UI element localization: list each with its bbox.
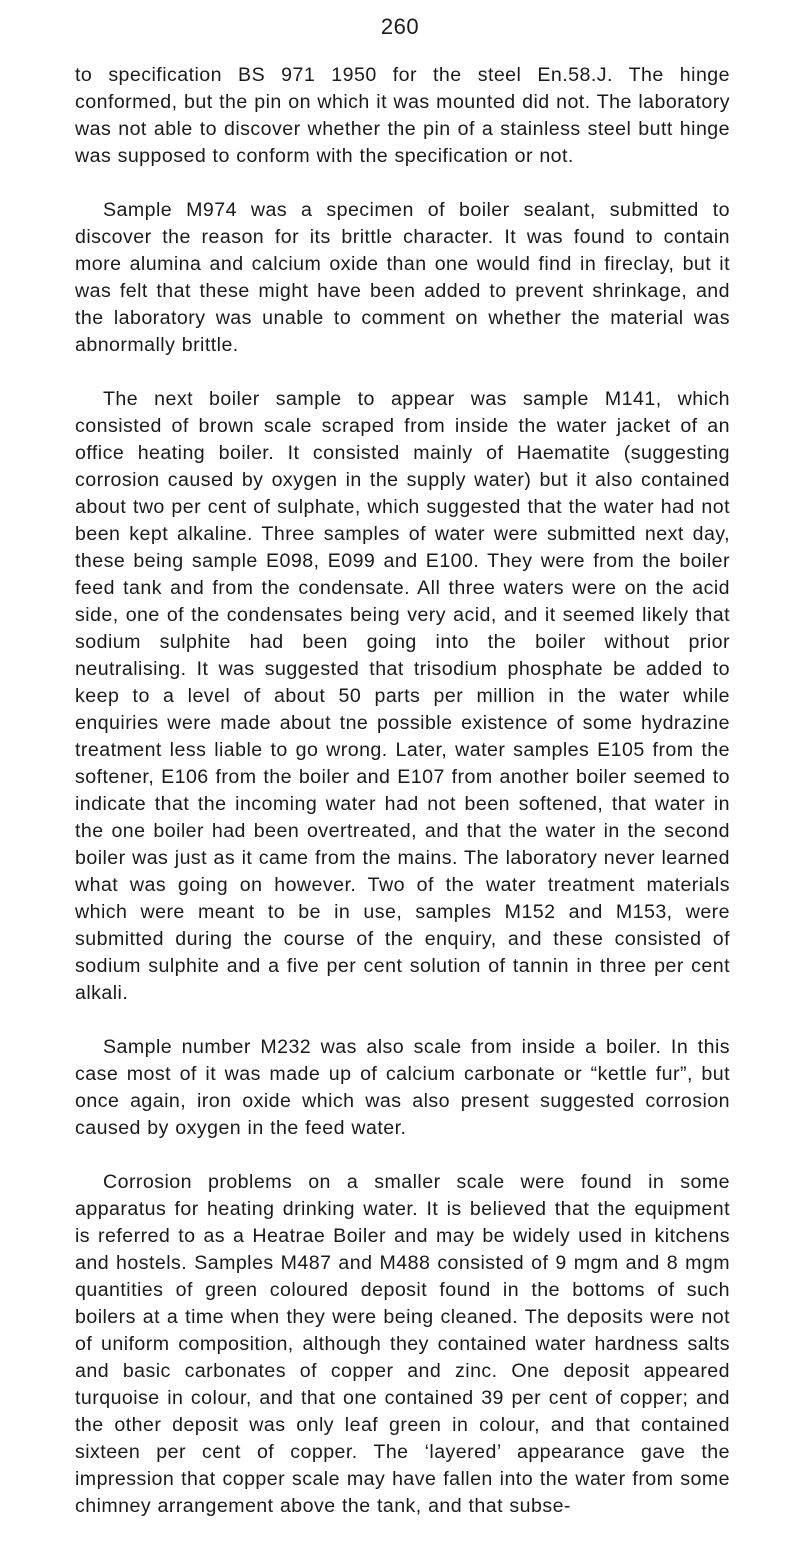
paragraph-continued: to specification BS 971 1950 for the steel En.58.J. The hinge conformed, but the pin on which it was mounted did not. The laboratory was not able to discover whether the pin of a stainless steel butt hinge was supposed to conform with the specification or not. [75,64,730,167]
paragraph-boiler-scale-m141: The next boiler sample to appear was sample M141, which consisted of brown scale scraped from inside the water jacket of an office heating boiler. It consisted mainly of Haematite (suggesting corrosion caused by oxygen in the supply water) but it also contained about two per cent of sulphate, which suggested that the water had not been kept alkaline. Three samples of water were submitted next day, these being sample E098, E099 and E100. They were from the boiler feed tank and from the condensate. All three waters were on the acid side, one of the condensates being very acid, and it seemed likely that sodium sulphite had been going into the boiler without prior neutralising. It was suggested that trisodium phosphate be added to keep to a level of about 50 parts per million in the water while enquiries were made about tne possible existence of some hydrazine treatment less liable to go wrong. Later, water samples E105 from the softener, E106 from the boiler and E107 from another boiler seemed to indicate that the incoming water had not been softened, that water in the one boiler had been overtreated, and that the water in the second boiler was just as it came from the mains. The laboratory never learned what was going on however. Two of the water treatment materials which were meant to be in use, samples M152 and M153, were submitted during the course of the enquiry, and these consisted of sodium sulphite and a five per cent solution of tannin in three per cent alkali. [75,388,730,1004]
paragraph-boiler-sealant: Sample M974 was a specimen of boiler sealant, submitted to discover the reason for its brittle character. It was found to contain more alumina and calcium oxide than one would find in fireclay, but it was felt that these might have been added to prevent shrinkage, and the laboratory was unable to comment on whether the material was abnormally brittle. [75,199,730,356]
paragraph-corrosion-drinking-water: Corrosion problems on a smaller scale were found in some apparatus for heating drinking water. It is believed that the equipment is referred to as a Heatrae Boiler and may be widely used in kitchens and hostels. Samples M487 and M488 consisted of 9 mgm and 8 mgm quantities of green coloured deposit found in the bottoms of such boilers at a time when they were being cleaned. The deposits were not of uniform composition, although they contained water hardness salts and basic carbonates of copper and zinc. One deposit appeared turquoise in colour, and that one contained 39 per cent of copper; and the other deposit was only leaf green in colour, and that contained sixteen per cent of copper. The ‘layered’ appearance gave the impression that copper scale may have fallen into the water from some chimney arrangement above the tank, and that subse- [75,1171,730,1517]
body-text [75,62,730,1547]
paragraph-sample-m232: Sample number M232 was also scale from inside a boiler. In this case most of it was made up of calcium carbonate or “kettle fur”, but once again, iron oxide which was also present suggested corrosion caused by oxygen in the feed water. [75,1036,730,1139]
page-number: 260 [380,14,420,39]
